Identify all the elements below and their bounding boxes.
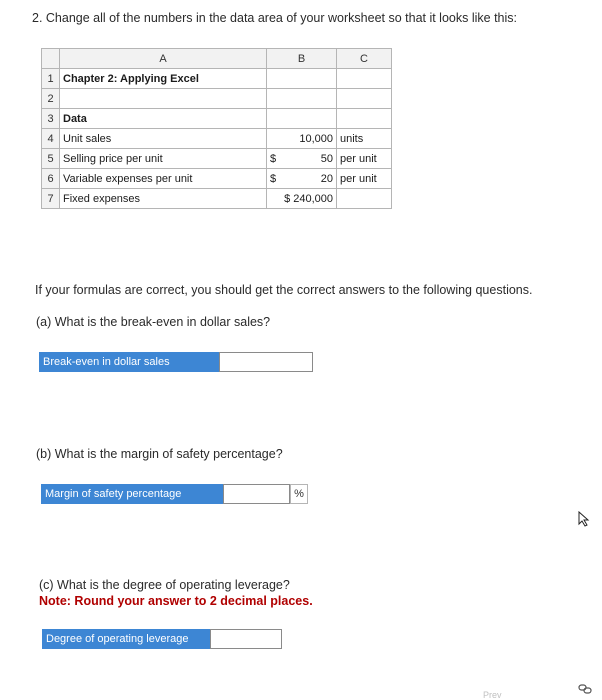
sheet-row-1 [42, 69, 392, 89]
currency-sign: $ [270, 172, 277, 185]
break-even-input[interactable] [219, 352, 313, 372]
row-number: 3 [42, 109, 60, 129]
cell-a4: Unit sales [60, 129, 267, 149]
cell-c2 [337, 89, 392, 109]
sheet-row-3 [42, 109, 392, 129]
cell-b1 [267, 69, 337, 89]
operating-leverage-label: Degree of operating leverage [42, 629, 210, 649]
cell-a1: Chapter 2: Applying Excel [60, 69, 267, 89]
answer-row-b [41, 484, 308, 504]
rounding-note: Note: Round your answer to 2 decimal places. [39, 594, 313, 608]
cell-a3: Data [60, 109, 267, 129]
operating-leverage-input[interactable] [210, 629, 282, 649]
question-c-text: (c) What is the degree of operating leverage? [39, 578, 290, 592]
answer-row-a [39, 352, 313, 372]
row-number: 2 [42, 89, 60, 109]
row-number: 1 [42, 69, 60, 89]
cell-a7: Fixed expenses [60, 189, 267, 209]
cell-c3 [337, 109, 392, 129]
cell-b6-value: 20 [320, 172, 333, 185]
instruction-text: 2. Change all of the numbers in the data area of your worksheet so that it looks like this: [32, 11, 517, 25]
margin-of-safety-label: Margin of safety percentage [41, 484, 223, 504]
column-header-c: C [337, 49, 392, 69]
cell-b5-value: 50 [320, 152, 333, 165]
row-number: 7 [42, 189, 60, 209]
sheet-row-4 [42, 129, 392, 149]
cell-a6: Variable expenses per unit [60, 169, 267, 189]
row-number: 5 [42, 149, 60, 169]
column-header-a: A [60, 49, 267, 69]
margin-of-safety-input[interactable] [223, 484, 290, 504]
cell-b7: $ 240,000 [267, 189, 337, 209]
corner-cell [42, 49, 60, 69]
column-header-b: B [267, 49, 337, 69]
sheet-row-2 [42, 89, 392, 109]
cell-c7 [337, 189, 392, 209]
cell-c4: units [337, 129, 392, 149]
cell-b6 [267, 169, 337, 189]
cell-b5 [267, 149, 337, 169]
row-number: 6 [42, 169, 60, 189]
sheet-row-5 [42, 149, 392, 169]
cell-a5: Selling price per unit [60, 149, 267, 169]
column-header-row [42, 49, 392, 69]
answer-row-c [42, 629, 282, 649]
cell-b4: 10,000 [267, 129, 337, 149]
currency-sign: $ [270, 152, 277, 165]
intro-text: If your formulas are correct, you should get the correct answers to the following questions. [35, 283, 533, 297]
cell-a2 [60, 89, 267, 109]
cell-c5: per unit [337, 149, 392, 169]
cell-c6: per unit [337, 169, 392, 189]
break-even-label: Break-even in dollar sales [39, 352, 219, 372]
sheet-row-7 [42, 189, 392, 209]
link-icon [578, 683, 592, 695]
row-number: 4 [42, 129, 60, 149]
cell-b2 [267, 89, 337, 109]
cell-b3 [267, 109, 337, 129]
mouse-pointer-icon [577, 511, 591, 527]
spreadsheet [41, 48, 392, 209]
percent-unit: % [290, 484, 308, 504]
question-a-text: (a) What is the break-even in dollar sales? [36, 315, 271, 329]
prev-button[interactable]: Prev [483, 690, 502, 700]
question-b-text: (b) What is the margin of safety percentage? [36, 447, 283, 461]
sheet-row-6 [42, 169, 392, 189]
cell-c1 [337, 69, 392, 89]
